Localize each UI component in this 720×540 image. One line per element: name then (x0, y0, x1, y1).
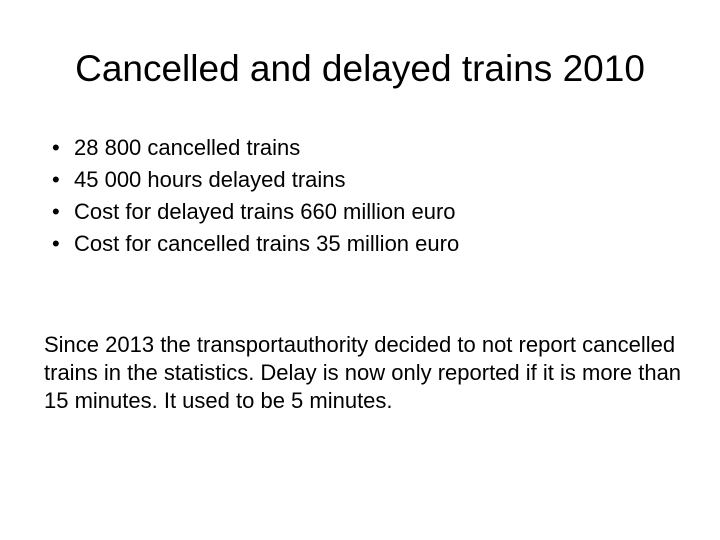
bullet-item (52, 196, 459, 228)
slide-title: Cancelled and delayed trains 2010 (75, 48, 645, 89)
bullet-text: 45 000 hours delayed trains (74, 167, 346, 192)
bullet-item (52, 132, 459, 164)
bullet-icon: • (52, 135, 60, 160)
bullet-item (52, 228, 459, 260)
note-paragraph: Since 2013 the transportauthority decided to not report cancelled trains in the statistics. Delay is now only reported if it is more than 15 minutes. It used to be 5 minutes. (44, 332, 682, 413)
bullet-text: 28 800 cancelled trains (74, 135, 301, 160)
bullet-icon: • (52, 167, 60, 192)
bullet-icon: • (52, 231, 60, 256)
bullet-icon: • (52, 199, 60, 224)
bullet-text: Cost for delayed trains 660 million euro (74, 199, 456, 224)
bullet-text: Cost for cancelled trains 35 million euro (74, 231, 460, 256)
bullet-item (52, 164, 459, 196)
bullet-list (52, 132, 459, 260)
